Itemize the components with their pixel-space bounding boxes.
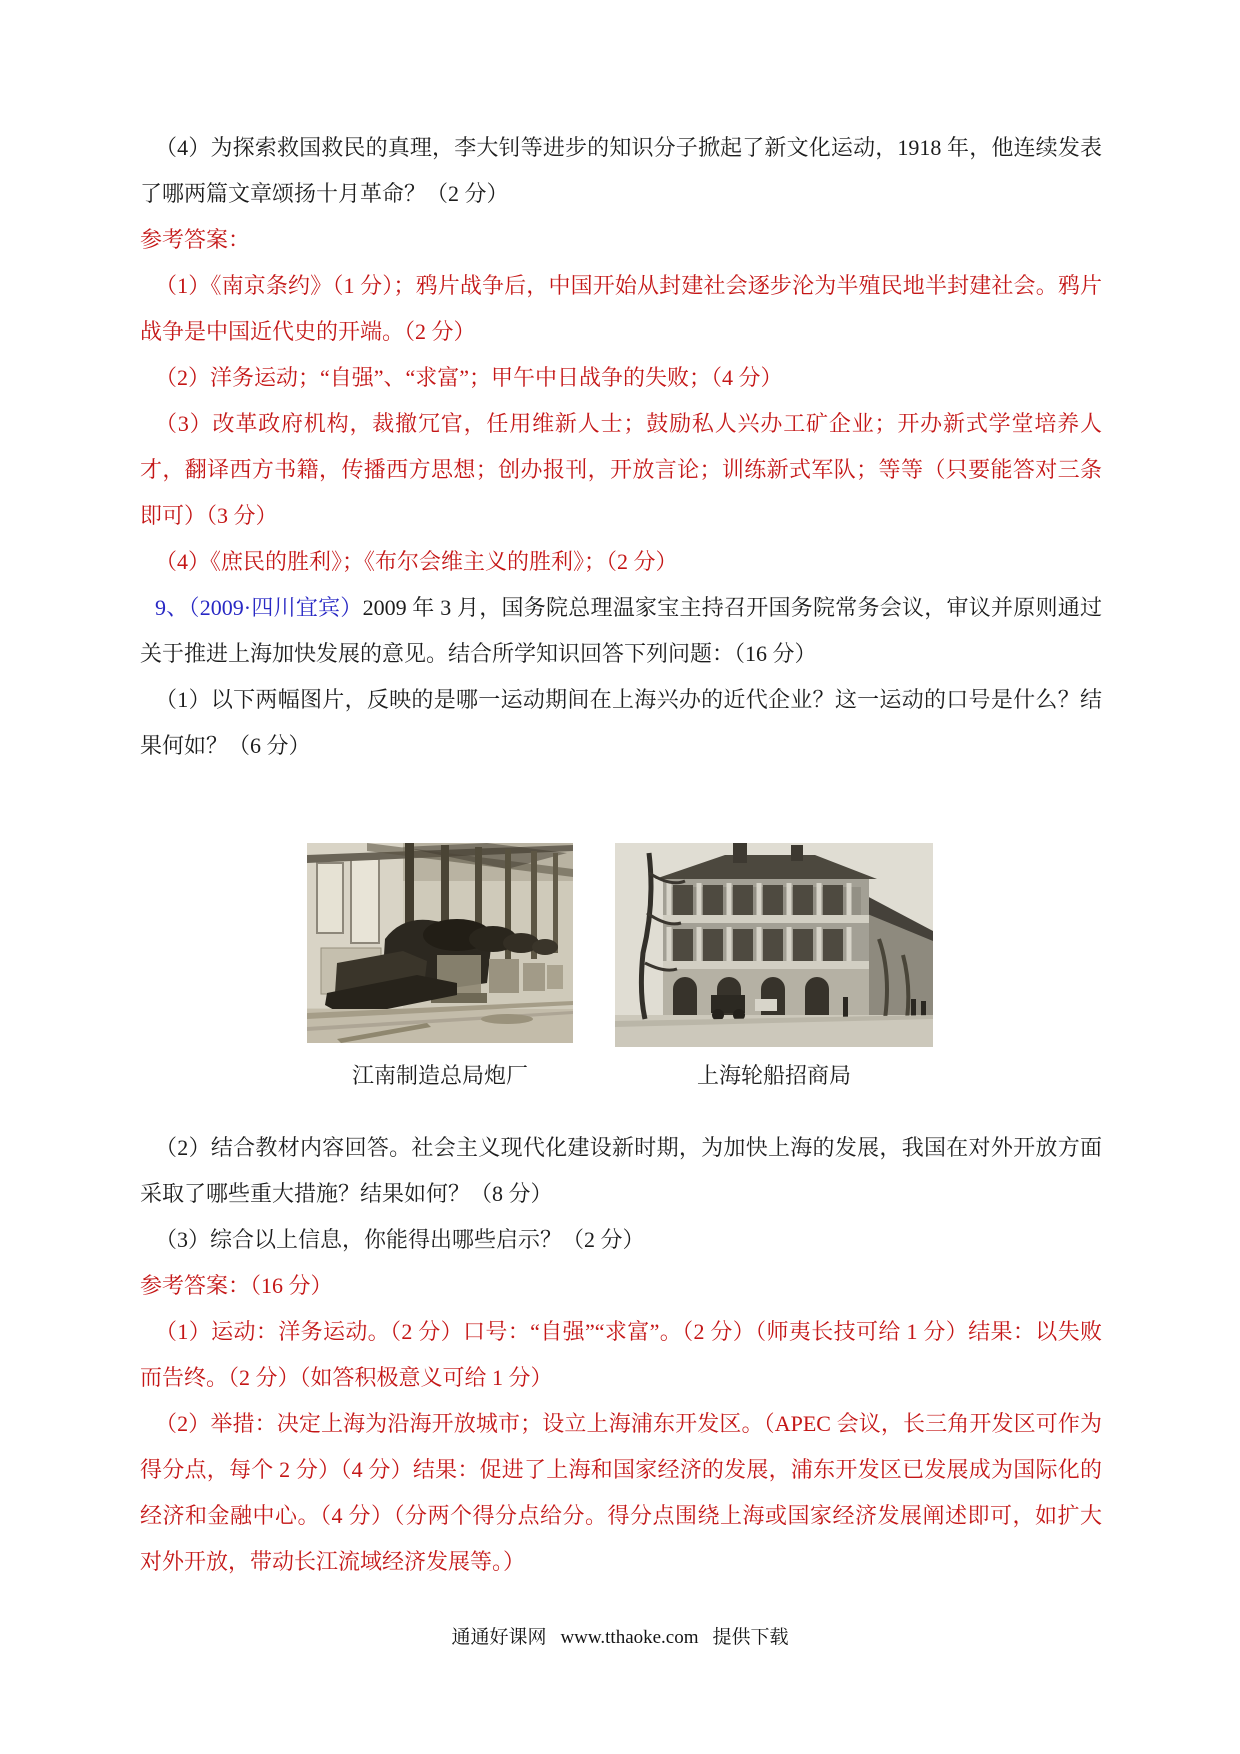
question8-ref-answer-header: 参考答案：	[140, 227, 251, 252]
footer-site-name: 通通好课网	[451, 1627, 547, 1648]
page-footer	[0, 1622, 1240, 1654]
question8-answer4: （4）《庶民的胜利》；《布尔会维主义的胜利》；（2 分）	[155, 549, 678, 574]
question8-answer3: （3）改革政府机构，裁撤冗官，任用维新人士；鼓励私人兴办工矿企业；开办新式学堂培养人才，翻译西方书籍，传播西方思想；创办报刊，开放言论；训练新式军队；等等（只要能答对三条即可）（3 分）	[140, 411, 1102, 528]
figure-captions	[307, 1053, 1102, 1099]
building-photo-shanghai-steamship-bureau	[615, 843, 933, 1047]
question8-answer2: （2）洋务运动；“自强”、“求富”；甲午中日战争的失败；（4 分）	[155, 365, 783, 390]
document-body	[140, 125, 1102, 1585]
footer-download-note: 提供下载	[712, 1627, 789, 1648]
question9-stem	[140, 585, 1102, 677]
question8-answer1: （1）《南京条约》（1 分）；鸦片战争后，中国开始从封建社会逐步沦为半殖民地半封建社会。鸦片战争是中国近代史的开端。（2 分）	[140, 273, 1102, 344]
factory-photo-jiangnan-arsenal	[307, 843, 573, 1043]
question9-answer1: （1）运动：洋务运动。（2 分）口号：“自强”“求富”。（2 分）（师夷长技可给 1 分）结果：以失败而告终。（2 分）（如答积极意义可给 1 分）	[140, 1319, 1102, 1390]
caption-shanghai-steamship-bureau: 上海轮船招商局	[696, 1063, 851, 1088]
footer-site-url: www.tthaoke.com	[560, 1627, 699, 1648]
caption-jiangnan-arsenal: 江南制造总局炮厂	[351, 1063, 528, 1088]
question9-ref-answer-header: 参考答案：（16 分）	[140, 1273, 333, 1298]
question9-intro: 2009 年 3 月，国务院总理温家宝主持召开国务院常务会议，审议并原则通过关于推进上海加快发展的意见。结合所学知识回答下列问题：（16 分）	[140, 595, 1102, 666]
question9-part3: （3）综合以上信息，你能得出哪些启示？（2 分）	[155, 1227, 645, 1252]
question9-part2: （2）结合教材内容回答。社会主义现代化建设新时期，为加快上海的发展，我国在对外开放方面采取了哪些重大措施？结果如何？（8 分）	[140, 1135, 1102, 1206]
question9-part1: （1）以下两幅图片，反映的是哪一运动期间在上海兴办的近代企业？这一运动的口号是什么？结果何如？（6 分）	[140, 687, 1102, 758]
question9-figures	[307, 843, 1102, 1047]
question9-answer2: （2）举措：决定上海为沿海开放城市；设立上海浦东开发区。（APEC 会议，长三角开发区可作为得分点，每个 2 分）（4 分）结果：促进了上海和国家经济的发展，浦东开发区已发展成为国际化的经济和金融中心。（4 分）（分两个得分点给分。得分点围绕上海或国家经济发展阐述即可，如扩大对外开放，带动长江流域经济发展等。）	[140, 1411, 1102, 1574]
question8-part4: （4）为探索救国救民的真理，李大钊等进步的知识分子掀起了新文化运动，1918 年，他连续发表了哪两篇文章颂扬十月革命？（2 分）	[140, 135, 1102, 206]
question9-citation: 9、（2009·四川宜宾）	[155, 595, 363, 620]
